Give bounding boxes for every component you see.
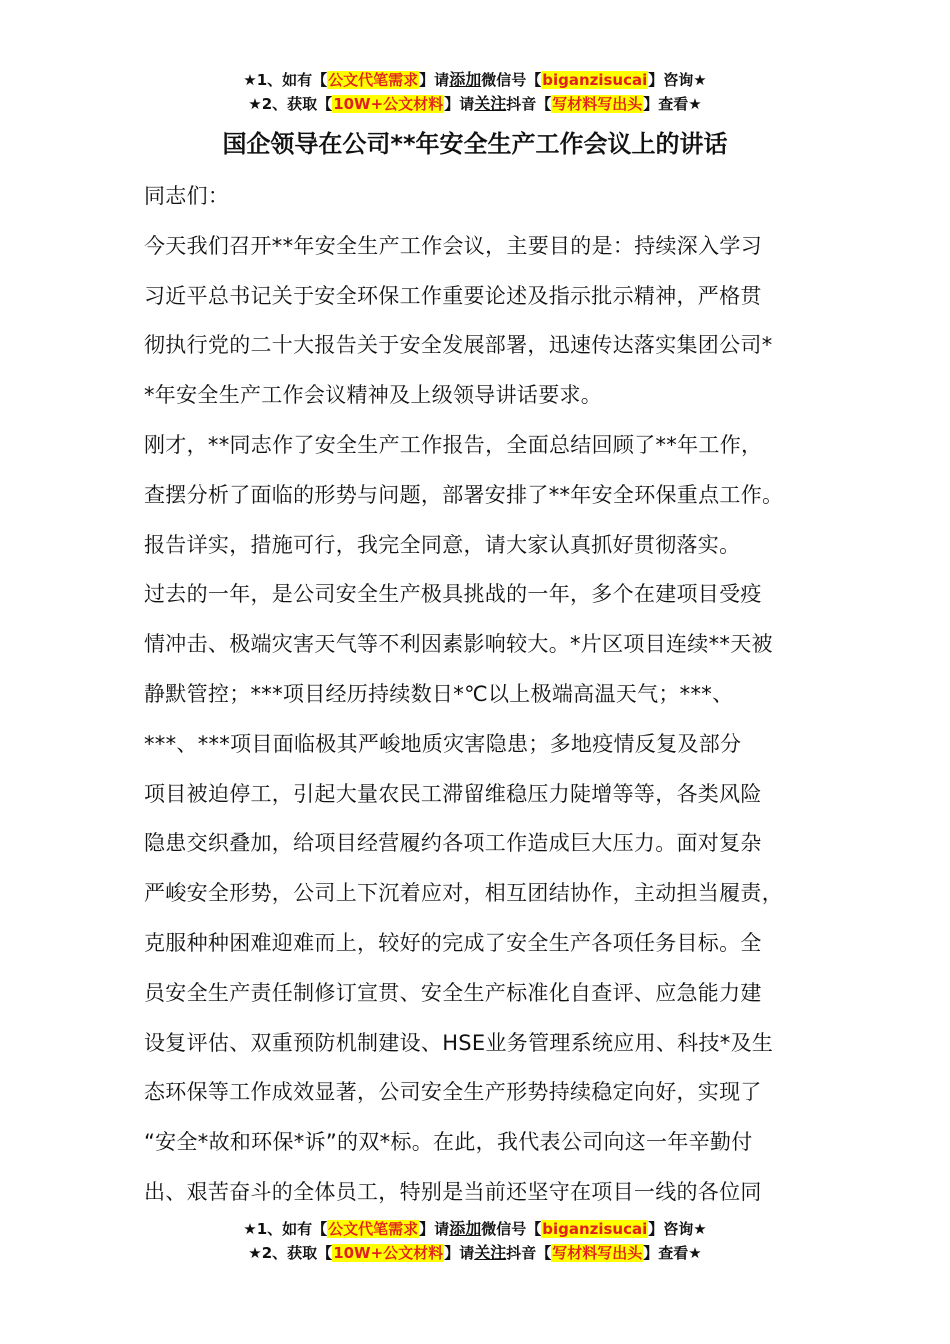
header-promo-line-2 xyxy=(0,92,950,116)
promo-underlined: 添加 xyxy=(449,1219,482,1238)
document-body xyxy=(144,172,824,1218)
paragraph-line: “安全*故和环保*诉”的双*标。在此，我代表公司向这一年辛勤付 xyxy=(144,1130,753,1155)
promo-text: 】请 xyxy=(444,95,475,113)
promo-text: 】请 xyxy=(419,1220,450,1238)
footer-promo-line-2 xyxy=(0,1241,950,1265)
promo-highlight: 公文代笔需求 xyxy=(328,1220,419,1238)
promo-text: 微信号【 xyxy=(481,1220,542,1238)
promo-text: 】请 xyxy=(444,1244,475,1262)
paragraph-line: 出、艰苦奋斗的全体员工，特别是当前还坚守在项目一线的各位同 xyxy=(144,1179,762,1204)
paragraph-line: ***、***项目面临极其严峻地质灾害隐患；多地疫情反复及部分 xyxy=(144,731,742,756)
paragraph-line: 态环保等工作成效显著，公司安全生产形势持续稳定向好，实现了 xyxy=(144,1080,762,1105)
promo-text: 】查看★ xyxy=(643,1244,702,1262)
paragraph-line: 过去的一年，是公司安全生产极具挑战的一年，多个在建项目受疫 xyxy=(144,582,762,607)
promo-underlined: 添加 xyxy=(449,70,482,89)
wechat-id-highlight: biganzisucai xyxy=(542,1220,648,1238)
paragraph xyxy=(144,172,824,222)
footer-promo-banner xyxy=(0,1217,950,1265)
paragraph xyxy=(144,570,824,1217)
douyin-account-highlight: 写材料写出头 xyxy=(552,1244,643,1262)
promo-text: 】咨询★ xyxy=(648,1220,707,1238)
paragraph-line: 今天我们召开**年安全生产工作会议，主要目的是：持续深入学习 xyxy=(144,233,762,258)
paragraph-line: 员安全生产责任制修订宣贯、安全生产标准化自查评、应急能力建 xyxy=(144,980,762,1005)
paragraph-line: 刚才，**同志作了安全生产工作报告，全面总结回顾了**年工作， xyxy=(144,432,763,457)
paragraph-line: 克服种种困难迎难而上，较好的完成了安全生产各项任务目标。全 xyxy=(144,930,762,955)
paragraph-line: 报告详实，措施可行，我完全同意，请大家认真抓好贯彻落实。 xyxy=(144,532,741,557)
paragraph-line: 静默管控；***项目经历持续数日*℃以上极端高温天气；***、 xyxy=(144,681,734,706)
paragraph-line: 习近平总书记关于安全环保工作重要论述及指示批示精神，严格贯 xyxy=(144,283,762,308)
wechat-id-highlight: biganzisucai xyxy=(542,71,648,89)
promo-text: ★2、获取【 xyxy=(248,95,333,113)
paragraph-line: 项目被迫停工，引起大量农民工滞留维稳压力陡增等等，各类风险 xyxy=(144,781,762,806)
paragraph-line: 彻执行党的二十大报告关于安全发展部署，迅速传达落实集团公司* xyxy=(144,333,773,358)
document-title: 国企领导在公司**年安全生产工作会议上的讲话 xyxy=(222,130,728,158)
promo-text: 抖音【 xyxy=(506,95,552,113)
promo-text: 】请 xyxy=(419,71,450,89)
promo-text: ★1、如有【 xyxy=(243,1220,328,1238)
promo-underlined: 关注 xyxy=(474,94,507,113)
promo-highlight: 10W+公文材料 xyxy=(333,95,444,113)
douyin-account-highlight: 写材料写出头 xyxy=(552,95,643,113)
promo-underlined: 关注 xyxy=(474,1243,507,1262)
promo-text: 微信号【 xyxy=(481,71,542,89)
promo-highlight: 公文代笔需求 xyxy=(328,71,419,89)
paragraph-line: 同志们： xyxy=(144,184,230,208)
header-promo-line-1 xyxy=(0,68,950,92)
promo-text: ★1、如有【 xyxy=(243,71,328,89)
promo-highlight: 10W+公文材料 xyxy=(333,1244,444,1262)
paragraph xyxy=(144,222,824,421)
footer-promo-line-1 xyxy=(0,1217,950,1241)
paragraph xyxy=(144,421,824,570)
paragraph-line: *年安全生产工作会议精神及上级领导讲话要求。 xyxy=(144,383,603,408)
paragraph-line: 查摆分析了面临的形势与问题，部署安排了**年安全环保重点工作。 xyxy=(144,482,784,507)
promo-text: 】咨询★ xyxy=(648,71,707,89)
promo-text: ★2、获取【 xyxy=(248,1244,333,1262)
promo-text: 】查看★ xyxy=(643,95,702,113)
paragraph-line: 严峻安全形势，公司上下沉着应对，相互团结协作，主动担当履责， xyxy=(144,881,783,906)
paragraph-line: 情冲击、极端灾害天气等不利因素影响较大。*片区项目连续**天被 xyxy=(144,632,773,657)
promo-text: 抖音【 xyxy=(506,1244,552,1262)
paragraph-line: 设复评估、双重预防机制建设、HSE业务管理系统应用、科技*及生 xyxy=(144,1030,774,1055)
paragraph-line: 隐患交织叠加，给项目经营履约各项工作造成巨大压力。面对复杂 xyxy=(144,831,762,856)
header-promo-banner xyxy=(0,68,950,116)
